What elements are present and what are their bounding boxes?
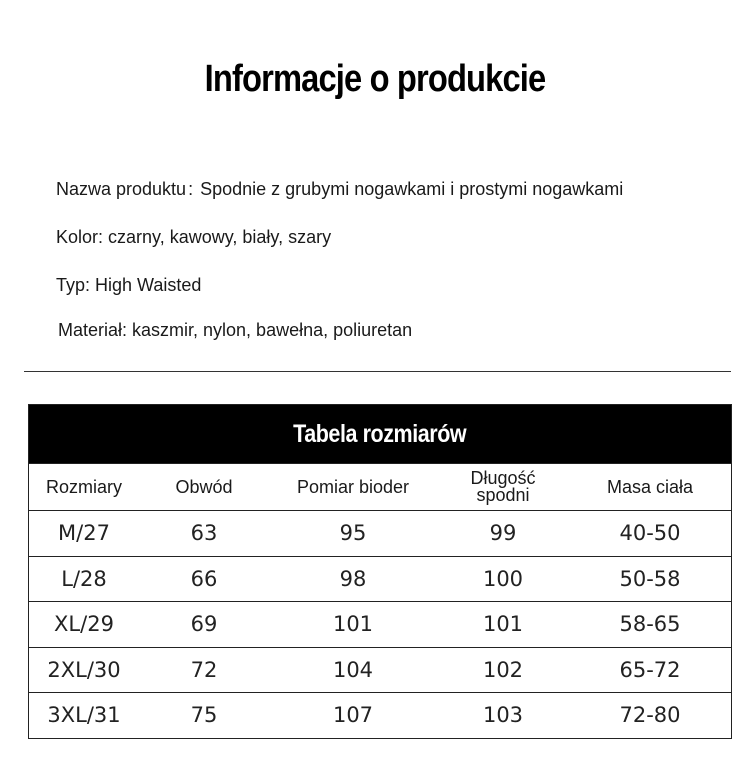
size-table-title	[29, 405, 731, 463]
product-name-separator: :	[188, 179, 194, 199]
column-header-sizes: Rozmiary	[45, 476, 122, 497]
table-row	[29, 510, 731, 556]
length-cell: 101	[482, 612, 524, 637]
product-color-line: Kolor: czarny, kawowy, biały, szary	[56, 227, 332, 247]
waist-cell: 69	[190, 612, 218, 637]
hip-cell: 107	[332, 703, 374, 728]
weight-cell: 40-50	[619, 521, 681, 546]
size-table-body	[29, 510, 731, 738]
product-name-value: Spodnie z grubymi nogawkami i prostymi nogawkami	[200, 179, 624, 199]
page-title: Informacje o produkcie	[204, 58, 546, 100]
size-table-header-row	[29, 463, 731, 510]
column-header-hip: Pomiar bioder	[296, 476, 410, 497]
product-material-line: Materiał: kaszmir, nylon, bawełna, poliuretan	[58, 320, 413, 340]
column-header-length: Długość spodni	[470, 468, 536, 505]
weight-cell: 50-58	[619, 566, 681, 591]
table-row	[29, 556, 731, 602]
weight-cell: 65-72	[619, 657, 681, 682]
size-cell: L/28	[61, 566, 107, 591]
hip-cell: 101	[332, 612, 374, 637]
size-cell: M/27	[58, 521, 110, 546]
table-row	[29, 601, 731, 647]
size-table-title-text: Tabela rozmiarów	[293, 419, 467, 448]
size-cell: 3XL/31	[47, 703, 121, 728]
waist-cell: 63	[190, 521, 218, 546]
column-header-waist: Obwód	[175, 476, 233, 497]
size-cell: XL/29	[54, 612, 114, 637]
product-name-label: Nazwa produktu	[56, 179, 187, 199]
waist-cell: 72	[190, 657, 218, 682]
weight-cell: 58-65	[619, 612, 681, 637]
hip-cell: 98	[339, 566, 367, 591]
length-cell: 103	[482, 703, 524, 728]
product-type-line: Typ: High Waisted	[56, 275, 202, 295]
length-cell: 100	[482, 566, 524, 591]
waist-cell: 75	[190, 703, 218, 728]
weight-cell: 72-80	[619, 703, 681, 728]
waist-cell: 66	[190, 566, 218, 591]
table-row	[29, 692, 731, 738]
column-header-weight: Masa ciała	[606, 476, 694, 497]
length-cell: 102	[482, 657, 524, 682]
size-table	[28, 404, 732, 739]
hip-cell: 104	[332, 657, 374, 682]
section-divider	[24, 371, 731, 372]
size-cell: 2XL/30	[47, 657, 121, 682]
length-cell: 99	[489, 521, 517, 546]
hip-cell: 95	[339, 521, 367, 546]
product-name-line	[56, 179, 623, 200]
table-row	[29, 647, 731, 693]
